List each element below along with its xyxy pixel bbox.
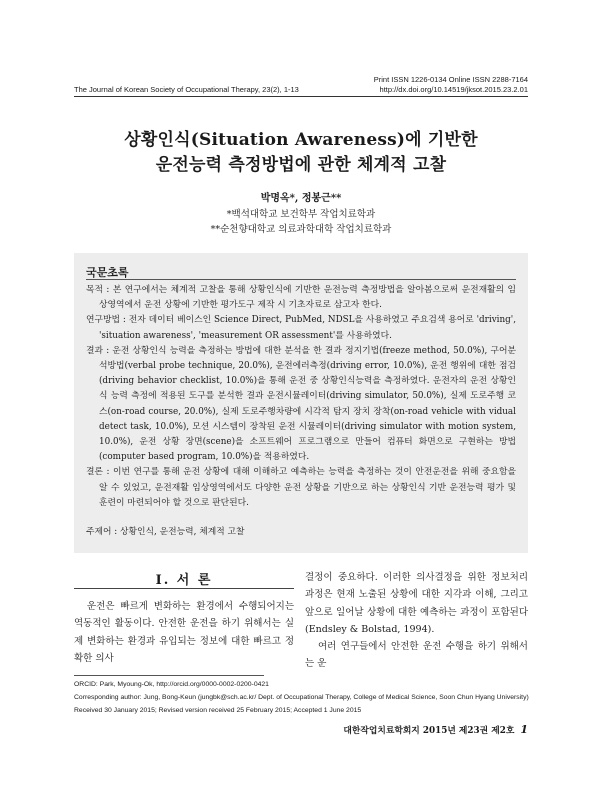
abstract-keywords: 주제어 : 상황인식, 운전능력, 체계적 고찰	[86, 527, 245, 537]
abstract-heading-rule	[86, 279, 516, 280]
intro-right-paragraph-2: 여러 연구들에서 안전한 운전 수행을 하기 위해서는 운	[305, 641, 528, 670]
page-number: 1	[520, 723, 528, 736]
abstract-results: 결과 : 운전 상황인식 능력을 측정하는 방법에 대한 분석을 한 결과 정지기법(freeze method, 50.0%), 구어분석방법(verbal probe technique, 20.0%), 운전에러측정(driving error, 10.0%), 운전 행위에 대한 점검(driving behavior checklist, 10.0%)을 통해 운전 중 상황인식능력을 측정하였다. 운전자의 운전 상황인식 능력 측정에 적용된 도구를 분석한 결과 운전시뮬레이터(driving simulator, 50.0%), 실제 도로주행 코스(on-road course, 20.0%), 실제 도로주행차량에 시각적 탐지 장치 장착(on-road vehicle with vidual detect task, 10.0%), 모션 시스템이 장착된 운전 시뮬레이터(driving simulator with motion system, 10.0%), 운전 상황 장면(scene)을 소프트웨어 프로그램으로 만들어 컴퓨터 화면으로 구현하는 방법(computer based program, 10.0%)을 적용하였다.	[86, 345, 516, 463]
abstract-methods: 연구방법 : 전자 데이터 베이스인 Science Direct, PubMed, NDSL을 사용하였고 주요검색 용어로 'driving', 'situation awareness', 'measurement OR assessment'를 사용하였다.	[86, 315, 516, 341]
issn-line: Print ISSN 1226-0134 Online ISSN 2288-7164	[373, 75, 528, 84]
intro-right-paragraph-1: 결정이 중요하다. 이러한 의사결정을 위한 정보처리 과정은 현재 노출된 상황에 대한 지각과 이해, 그리고 앞으로 일어날 상황에 대한 예측하는 과정이 포함된다(Endsley & Bolstad, 1994).	[305, 572, 528, 635]
intro-left-column: 운전은 빠르게 변화하는 환경에서 수행되어지는 역동적인 활동이다. 안전한 운전을 하기 위해서는 실제 변화하는 환경과 유입되는 정보에 대한 빠르고 정확한 의사	[74, 601, 294, 664]
footnote-rule	[74, 675, 264, 676]
paper-title	[74, 128, 528, 178]
header-rule	[74, 96, 528, 97]
footnote-orcid: ORCID: Park, Myoung-Ok, http://orcid.org/0000-0002-0200-0421	[74, 681, 269, 688]
doi-link[interactable]: http://dx.doi.org/10.14519/jksot.2015.23.2.01	[379, 85, 528, 94]
page-footer	[343, 723, 528, 736]
section-heading-rule	[74, 588, 294, 589]
affiliation-2: **순천향대학교 의료과학대학 작업치료학과	[210, 224, 392, 235]
affiliation-1: *백석대학교 보건학부 작업치료학과	[226, 209, 376, 220]
abstract-conclusion: 결론 : 이번 연구를 통해 운전 상황에 대해 이해하고 예측하는 능력을 측정하는 것이 안전운전을 위해 중요함을 알 수 있었고, 운전재활 임상영역에서도 다양한 운전 상황을 기반으로 하는 상황인식 기반 운전능력 평가 및 훈련이 마련되어야 할 것으로 판단된다.	[86, 467, 516, 508]
title-line-1: 상황인식(Situation Awareness)에 기반한	[124, 130, 478, 150]
intro-right-column	[305, 569, 528, 673]
section-heading-introduction: Ⅰ. 서 론	[155, 573, 213, 588]
title-line-2: 운전능력 측정방법에 관한 체계적 고찰	[155, 155, 447, 175]
author-list: 박명옥*, 정봉근**	[260, 193, 342, 204]
footnote-received-dates: Received 30 January 2015; Revised version received 25 February 2015; Accepted 1 June 2015	[74, 707, 362, 714]
abstract-body	[86, 283, 516, 511]
footnote-corresponding-author: Corresponding author: Jung, Bong-Keun (jungbk@sch.ac.kr/ Dept. of Occupational Therapy, College of Medical Science, Soon Chun Hyang University)	[74, 694, 529, 701]
abstract-heading: 국문초록	[86, 266, 129, 279]
journal-citation: The Journal of Korean Society of Occupational Therapy, 23(2), 1-13	[74, 85, 299, 94]
abstract-purpose: 목적 : 본 연구에서는 체계적 고찰을 통해 상황인식에 기반한 운전능력 측정방법을 알아봄으로써 운전재활의 임상영역에서 운전 상황에 기반한 평가도구 제작 시 기초자료로 삼고자 한다.	[86, 285, 516, 311]
footer-journal-info: 대한작업치료학회지 2015년 제23권 제2호	[343, 726, 515, 736]
